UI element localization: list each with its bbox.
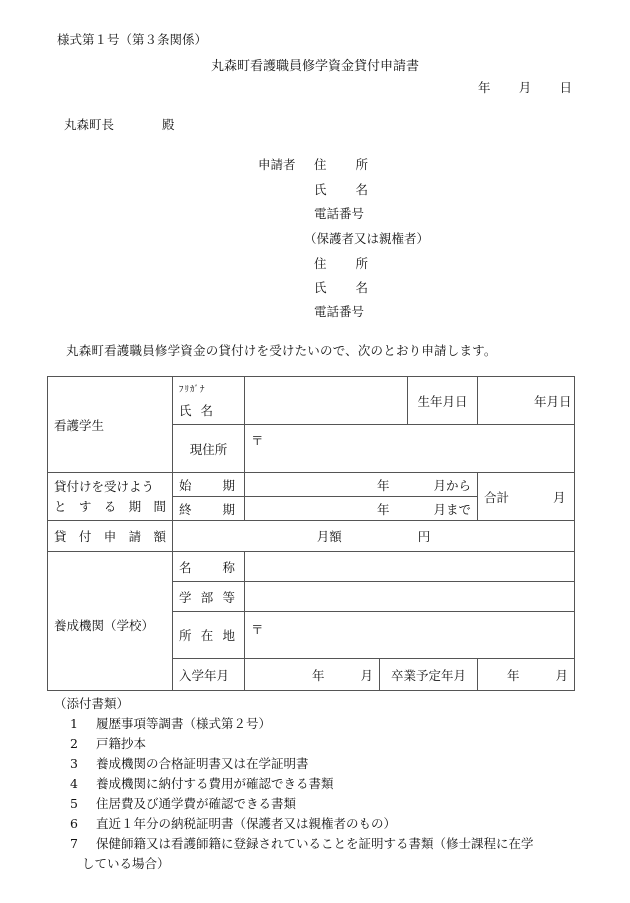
school-name-label (173, 552, 245, 582)
student-label: 看護学生 (48, 377, 173, 473)
char: 部 (200, 589, 214, 605)
faculty-input[interactable] (245, 582, 575, 612)
address-label: 現住所 (173, 425, 245, 473)
end-label (173, 497, 245, 521)
birth-year: 年 (534, 393, 547, 409)
attachment-item (70, 818, 396, 831)
end-year: 年 (376, 501, 390, 517)
application-table (47, 376, 575, 691)
char: 住 (314, 256, 327, 271)
char: 付 (78, 529, 92, 544)
statement: 丸森町看護職員修学資金の貸付けを受けたいので、次のとおり申請します。 (66, 343, 497, 358)
addressee-suffix: 殿 (162, 117, 175, 132)
char: 名 (355, 280, 368, 295)
total-month-unit: 月 (553, 489, 566, 505)
postal-mark: 〒 (251, 622, 264, 637)
birth-day: 日 (559, 393, 572, 409)
guardian-name[interactable] (314, 282, 368, 295)
char: 在 (200, 628, 214, 643)
birth-label: 生年月日 (408, 377, 478, 425)
monthly-label: 月額 (316, 529, 342, 544)
char: 請 (128, 529, 142, 544)
char: と (54, 498, 67, 514)
guardian-phone[interactable]: 電話番号 (314, 304, 365, 319)
guardian-address[interactable] (314, 258, 368, 271)
char: 学 (179, 589, 192, 605)
furigana-label: ﾌﾘｶﾞﾅ (179, 385, 206, 395)
start-year: 年 (376, 477, 390, 493)
char: 期 (222, 501, 235, 517)
item-text: 養成機関に納付する費用が確認できる書類 (96, 776, 334, 791)
item-number: 3 (70, 756, 78, 771)
graduation-year: 年 (507, 667, 520, 683)
total-months[interactable] (478, 473, 575, 521)
graduation-date-input[interactable] (478, 659, 575, 691)
student-address-input[interactable] (245, 425, 575, 473)
attachment-item (70, 798, 296, 811)
char: 所 (355, 256, 368, 271)
end-month: 月まで (433, 501, 472, 517)
item-text: 養成機関の合格証明書又は在学証明書 (96, 756, 309, 771)
period-label-line1: 貸付けを受けよう (54, 478, 155, 494)
end-period-input[interactable] (245, 497, 478, 521)
char: 住 (314, 157, 327, 172)
guardian-label: （保護者又は親権者） (304, 231, 430, 246)
addressee-name: 丸森町長 (64, 117, 115, 132)
item-text: 保健師籍又は看護師籍に登録されていることを証明する書類（修士課程に在学 (96, 836, 534, 851)
attachment-item (70, 778, 334, 791)
item-text: 戸籍抄本 (96, 736, 147, 751)
item-text: 履歴事項等調書（様式第２号） (96, 716, 272, 731)
start-label (173, 473, 245, 497)
item-text: 直近１年分の納税証明書（保護者又は親権者のもの） (96, 816, 397, 831)
date-month: 月 (518, 80, 532, 95)
school-label: 養成機関（学校） (48, 552, 173, 691)
school-name-input[interactable] (245, 552, 575, 582)
char: 期 (222, 477, 235, 493)
form-number: 様式第１号（第３条関係） (57, 32, 208, 47)
char: 所 (355, 157, 368, 172)
admission-year: 年 (311, 667, 325, 683)
document-title: 丸森町看護職員修学資金貸付申請書 (210, 59, 419, 74)
applicant-label: 申請者 (258, 157, 296, 172)
attachment-item-continuation: している場合） (82, 856, 170, 871)
admission-month: 月 (360, 667, 373, 683)
location-label (173, 612, 245, 659)
applicant-name[interactable] (314, 184, 368, 197)
char: 所 (179, 628, 192, 643)
addressee (64, 119, 175, 132)
attachment-item (70, 738, 146, 751)
char: 間 (153, 498, 166, 514)
admission-label: 入学年月 (173, 659, 245, 691)
char: 期 (128, 498, 142, 514)
item-number: 5 (70, 796, 78, 811)
student-name-input[interactable] (245, 377, 408, 425)
faculty-label (173, 582, 245, 612)
loan-period-label (48, 473, 173, 521)
char: 氏 (314, 280, 327, 295)
date-year: 年 (478, 80, 491, 95)
graduation-label: 卒業予定年月 (380, 659, 478, 691)
item-number: 1 (70, 716, 78, 731)
char: 名 (200, 403, 213, 418)
date-day: 日 (559, 80, 572, 95)
attachment-item (70, 838, 534, 851)
monthly-amount-input[interactable] (173, 521, 575, 552)
item-number: 6 (70, 816, 78, 831)
char: 始 (179, 477, 192, 493)
graduation-month: 月 (555, 667, 569, 683)
attachment-item (70, 718, 271, 731)
applicant-address[interactable] (314, 159, 368, 172)
birth-month: 月 (546, 393, 560, 409)
applicant-phone[interactable]: 電話番号 (314, 206, 365, 221)
item-number: 4 (70, 776, 78, 791)
char: 貸 (54, 529, 67, 544)
total-label: 合計 (484, 489, 510, 505)
start-period-input[interactable] (245, 473, 478, 497)
char: 額 (153, 529, 166, 544)
char: 地 (222, 628, 235, 643)
char: 等 (222, 589, 235, 605)
attachment-item (70, 758, 309, 771)
loan-amount-label (48, 521, 173, 552)
admission-date-input[interactable] (245, 659, 380, 691)
item-number: 2 (70, 736, 78, 751)
attachments-heading: （添付書類） (54, 696, 130, 711)
yen-unit: 円 (417, 529, 431, 544)
item-number: 7 (70, 836, 78, 851)
start-month: 月から (433, 477, 472, 493)
char: 申 (103, 529, 117, 544)
item-text: 住居費及び通学費が確認できる書類 (96, 796, 297, 811)
char: 氏 (314, 182, 327, 197)
application-date (478, 82, 572, 95)
char: 終 (179, 501, 192, 517)
school-location-input[interactable] (245, 612, 575, 659)
char: 名 (179, 559, 192, 575)
birth-date-input[interactable] (478, 377, 575, 425)
char: る (103, 498, 117, 514)
name-label-cell (173, 377, 245, 425)
char: 称 (222, 559, 235, 575)
char: 氏 (179, 403, 192, 418)
postal-mark: 〒 (251, 433, 264, 448)
char: す (78, 498, 92, 514)
char: 名 (355, 182, 368, 197)
